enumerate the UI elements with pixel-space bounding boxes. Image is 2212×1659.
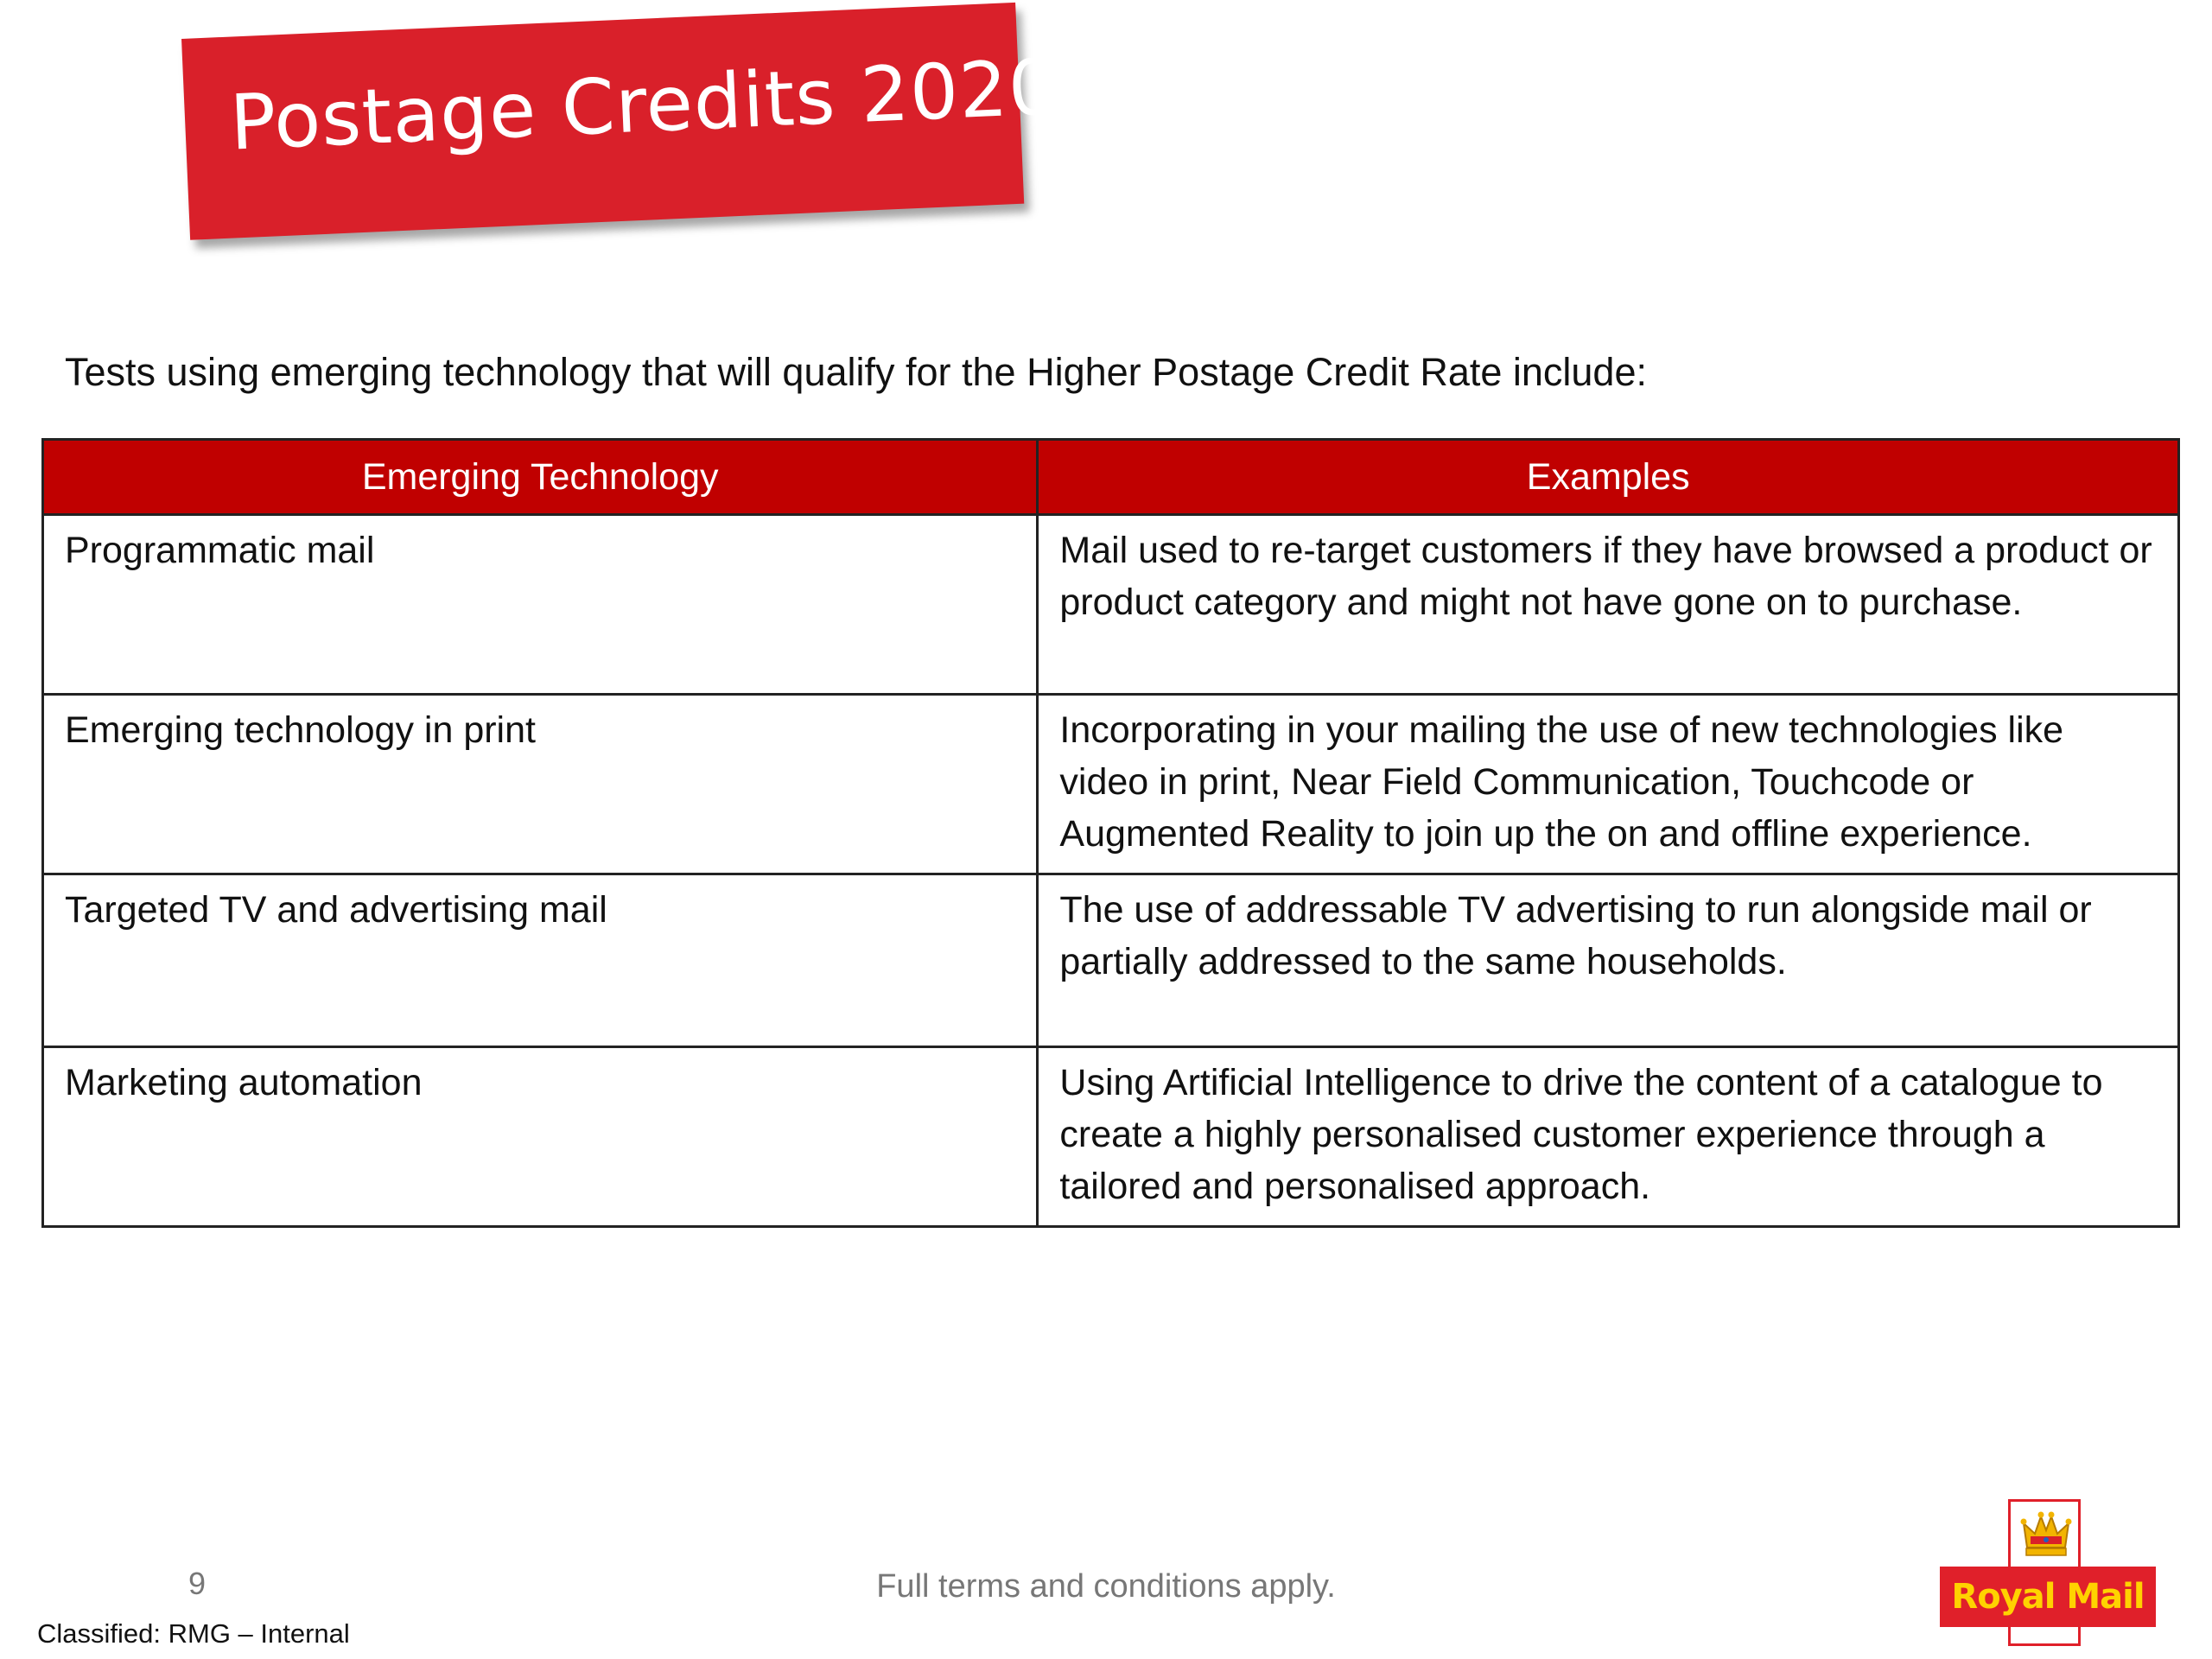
table-header-row [43, 440, 2179, 515]
page-number: 9 [188, 1566, 207, 1601]
table-row [43, 1047, 2179, 1227]
emerging-technology-table [41, 438, 2180, 1228]
royal-mail-logo [1940, 1499, 2156, 1650]
table-row [43, 695, 2179, 874]
logo-wordmark: Royal Mail [1940, 1567, 2156, 1627]
table-row [43, 874, 2179, 1047]
example-cell: Using Artificial Intelligence to drive the content of a catalogue to create a highly personalised customer experience through a tailored and personalised approach. [1038, 1047, 2179, 1227]
title-banner [181, 3, 1060, 240]
example-cell: Incorporating in your mailing the use of new technologies like video in print, Near Field Communication, Touchcode or Augmented Reality to join up the on and offline experience. [1038, 695, 2179, 874]
intro-text: Tests using emerging technology that will qualify for the Higher Postage Credit Rate include: [65, 350, 1647, 394]
example-cell: Mail used to re-target customers if they have browsed a product or product category and might not have gone on to purchase. [1038, 515, 2179, 695]
slide-title: Postage Credits 2020 [228, 41, 1060, 168]
header-examples: Examples [1038, 440, 2179, 515]
example-cell: The use of addressable TV advertising to run alongside mail or partially addressed to the same households. [1038, 874, 2179, 1047]
technology-cell: Emerging technology in print [43, 695, 1038, 874]
classification-label: Classified: RMG – Internal [37, 1618, 350, 1649]
header-emerging-technology: Emerging Technology [43, 440, 1038, 515]
technology-cell: Marketing automation [43, 1047, 1038, 1227]
crown-icon [2020, 1510, 2072, 1560]
technology-cell: Programmatic mail [43, 515, 1038, 695]
table-row [43, 515, 2179, 695]
terms-note: Full terms and conditions apply. [876, 1568, 1336, 1605]
technology-cell: Targeted TV and advertising mail [43, 874, 1038, 1047]
